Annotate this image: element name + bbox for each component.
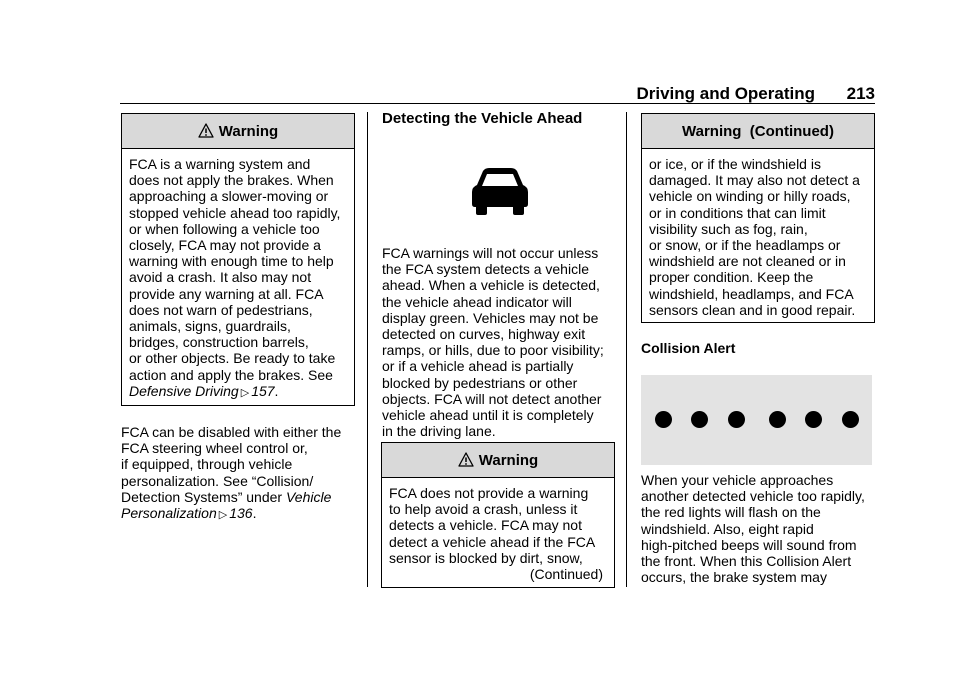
ref-title: Personalization [121, 505, 217, 522]
text-line: FCA steering wheel control or, [121, 440, 308, 457]
text-line: visibility such as fog, rain, [649, 220, 808, 237]
header-rule [120, 103, 875, 104]
text-line: high-pitched beeps will sound from [641, 536, 857, 553]
text-line: windshield, headlamps, and FCA [649, 285, 854, 302]
text-line: display green. Vehicles may not be [382, 309, 599, 326]
alert-light-icon [842, 411, 859, 428]
text-fragment: Detection Systems” under [121, 488, 283, 505]
warning-box-header [382, 443, 614, 478]
column-divider-1 [367, 112, 368, 587]
section-title: Driving and Operating [636, 84, 815, 103]
alert-light-icon [655, 411, 672, 428]
warning-body [122, 149, 354, 407]
text-line [121, 489, 361, 505]
text-line: windshield are not cleaned or in [649, 253, 846, 270]
warning-title: Warning [478, 451, 539, 469]
text-line: proper condition. Keep the [649, 269, 814, 286]
warning-title: Warning [218, 122, 279, 140]
page-ref-arrow-icon: ▷ [240, 386, 250, 399]
text-line: in the driving lane. [382, 423, 496, 440]
text-line: or in conditions that can limit [649, 204, 826, 221]
alert-light-icon [691, 411, 708, 428]
text-line: FCA does not provide a warning [389, 485, 589, 501]
text-line: sensor is blocked by dirt, snow, [389, 549, 583, 566]
text-line: or ice, or if the windshield is [649, 156, 821, 172]
text-line: sensors clean and in good repair. [649, 301, 856, 318]
column-divider-2 [626, 112, 627, 587]
text-line: detected on curves, highway exit [382, 326, 586, 343]
alert-light-icon [728, 411, 745, 428]
text-line: damaged. It may also not detect a [649, 172, 860, 189]
warning-body [642, 149, 874, 324]
text-line: warning with enough time to help [129, 253, 334, 270]
ref-title: Defensive Driving [129, 382, 239, 399]
warning-box-header [122, 114, 354, 149]
text-line: blocked by pedestrians or other [382, 374, 578, 391]
text-line: does not warn of pedestrians, [129, 301, 313, 318]
ref-page: 157 [251, 382, 275, 399]
text-line: windshield. Also, eight rapid [641, 520, 814, 537]
text-line: the FCA system detects a vehicle [382, 261, 589, 278]
text-line: vehicle on winding or hilly roads, [649, 188, 851, 205]
ref-end: . [274, 382, 279, 399]
vehicle-ahead-icon [471, 167, 529, 215]
middle-paragraph [382, 245, 622, 439]
text-line: avoid a crash. It also may not [129, 269, 312, 286]
text-line: the vehicle ahead indicator will [382, 293, 572, 310]
text-line: or if a vehicle ahead is partially [382, 358, 574, 375]
warning-body [382, 478, 614, 588]
text-line: the red lights will flash on the [641, 504, 821, 521]
text-line: or when following a vehicle too [129, 220, 320, 237]
text-line: detect a vehicle ahead if the FCA [389, 533, 596, 550]
text-line: animals, signs, guardrails, [129, 318, 291, 335]
cross-reference[interactable] [121, 505, 361, 523]
text-line: action and apply the brakes. See [129, 366, 333, 383]
text-line: bridges, construction barrels, [129, 334, 309, 351]
text-line: stopped vehicle ahead too rapidly, [129, 204, 341, 221]
text-line: if equipped, through vehicle [121, 456, 293, 473]
text-line: the front. When this Collision Alert [641, 553, 852, 570]
page-header [120, 84, 875, 104]
text-line: approaching a slower-moving or [129, 188, 329, 205]
text-line: detects a vehicle. FCA may not [389, 517, 582, 534]
alert-light-icon [805, 411, 822, 428]
right-paragraph [641, 472, 881, 585]
warning-icon [458, 452, 474, 468]
warning-box-header [642, 114, 874, 149]
left-paragraph [121, 424, 361, 523]
ref-title: Vehicle [285, 488, 332, 505]
page-number: 213 [846, 84, 875, 103]
text-line: does not apply the brakes. When [129, 172, 334, 189]
continued-label: (Continued) [529, 566, 603, 583]
text-line: objects. FCA will not detect another [382, 390, 602, 407]
text-line: FCA can be disabled with either the [121, 424, 342, 440]
collision-alert-lights [641, 375, 872, 465]
ref-end: . [252, 505, 257, 522]
text-line: closely, FCA may not provide a [129, 237, 321, 254]
text-line: occurs, the brake system may [641, 569, 827, 586]
section-heading: Detecting the Vehicle Ahead [382, 110, 583, 127]
cross-reference[interactable] [129, 383, 348, 401]
warning-box-right [641, 113, 875, 323]
text-line: or snow, or if the headlamps or [649, 237, 841, 254]
text-line: provide any warning at all. FCA [129, 285, 324, 302]
collision-alert-heading: Collision Alert [641, 340, 736, 356]
text-line: vehicle ahead until it is completely [382, 407, 594, 424]
alert-light-icon [769, 411, 786, 428]
warning-box-left [121, 113, 355, 406]
text-line: another detected vehicle too rapidly, [641, 488, 865, 505]
warning-icon [198, 123, 214, 139]
text-line: FCA warnings will not occur unless [382, 245, 599, 261]
warning-title: Warning (Continued) [682, 122, 834, 140]
warning-box-middle [381, 442, 615, 588]
ref-page: 136 [229, 505, 253, 522]
text-line: ahead. When a vehicle is detected, [382, 277, 600, 294]
text-line: to help avoid a crash, unless it [389, 501, 578, 518]
page-ref-arrow-icon: ▷ [218, 509, 228, 522]
text-line: ramps, or hills, due to poor visibility; [382, 342, 604, 359]
text-line: or other objects. Be ready to take [129, 350, 336, 367]
text-line: personalization. See “Collision/ [121, 472, 314, 489]
text-line: FCA is a warning system and [129, 156, 311, 172]
text-line: When your vehicle approaches [641, 472, 834, 488]
